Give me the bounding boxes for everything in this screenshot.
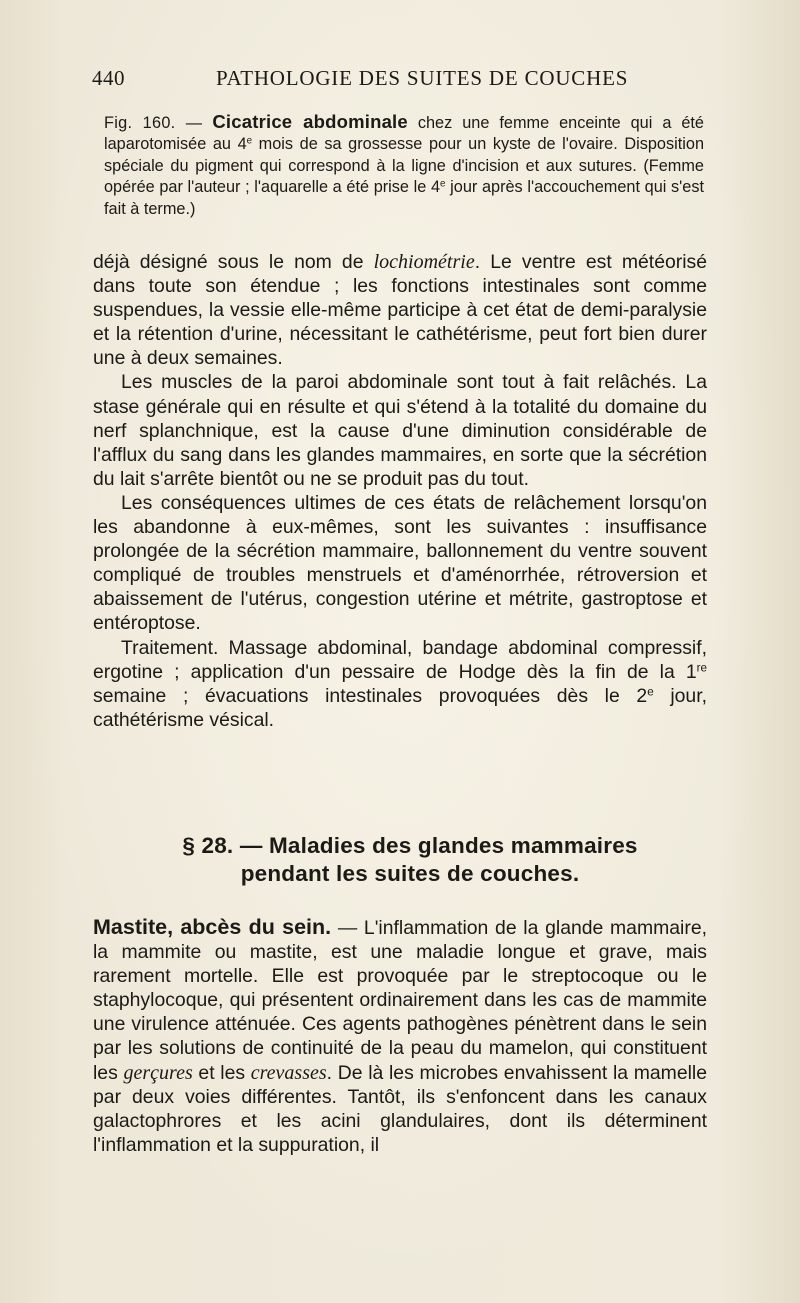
caption-text: jour après l'accouchement qui s'est fait à terme.) [104,178,704,218]
figure-label: Fig. 160. — [104,114,203,132]
text-run: et les [192,1061,251,1084]
paragraph: Les muscles de la paroi abdominale sont tout à fait relâchés. La stase générale qui en résulte et qui s'étend à la totalité du domaine du nerf splanchnique, est la cause d'une diminution considérable de l'afflux du sang dans les glandes mammaires, en sorte que la sécrétion du lait s'arrête bientôt ou ne se produit pas du tout. [93,371,707,490]
text-run: Traitement. Massage abdominal, bandage abdominal compressif, ergotine ; application d'un pessaire de Hodge dès la fin de la 1 [93,636,707,683]
caption-superscript: e [246,136,253,148]
paragraph [93,250,707,370]
body-text [93,250,707,732]
section-heading-line: § 28. — Maladies des glandes mammaires [182,833,638,858]
figure-caption [104,111,704,220]
superscript: re [696,661,707,675]
paragraph: Les conséquences ultimes de ces états de relâchement lorsqu'on les abandonne à eux-mêmes, sont les suivantes : insuffisance prolongée de la sécrétion mammaire, ballonnement du ventre souvent compliqué de troubles menstruels et d'aménorrhée, rétroversion et abaissement de l'utérus, congestion utérine et métrite, gastroptose et entéroptose. [93,491,707,635]
caption-text: chez une femme enceinte qui a été laparotomisée au 4 [104,114,704,154]
text-run: semaine ; évacuations intestinales provoquées dès le 2 [93,684,648,707]
caption-superscript: e [440,178,446,190]
text-run: — L'inflammation de la glande mammaire, la mammite ou mastite, est une maladie longue et grave, mais rarement mortelle. Elle est provoquée par le streptocoque ou le staphylocoque, qui présentent ordinairement dans les cas de mammite une virulence atténuée. Ces agents pathogènes pénètrent dans le sein par les solutions de continuité de la peau du mamelon, qui constituent les [93,917,707,1084]
caption-text: mois de sa grossesse pour un kyste de l'ovaire. Disposition spéciale du pigment qui correspond à la ligne d'incision et aux sutures. (Femme opérée par l'auteur ; l'aquarelle a été prise le 4 [104,135,704,197]
paragraph [93,636,707,732]
section-heading-line: pendant les suites de couches. [240,861,580,886]
page-number: 440 [92,66,125,90]
italic-term: gerçures [123,1061,193,1084]
figure-title: Cicatrice abdominale [212,111,408,132]
text-run: . Le ventre est météorisé dans toute son étendue ; les fonctions intestinales sont comme suspendues, la vessie elle-même participe à cet état de demi-paralysie et la rétention d'urine, nécessitant le cathétérisme, peut fort bien durer une à deux semaines. [93,251,708,370]
running-head: PATHOLOGIE DES SUITES DE COUCHES [216,66,629,90]
section-heading [150,832,670,888]
superscript: e [647,685,654,699]
text-run: déjà désigné sous le nom de [93,251,374,273]
italic-term: crevasses [250,1061,327,1084]
text-run: . De là les microbes envahissent la mamelle par deux voies différentes. Tantôt, ils s'enfoncent dans les canaux galactophrores et les acini glandulaires, dont ils déterminent l'inflammation et la suppuration, il [93,1061,708,1156]
italic-term: lochiométrie [373,251,475,273]
run-in-heading: Mastite, abcès du sein. [93,915,332,939]
paragraph [93,915,707,1157]
text-run: jour, cathétérisme vésical. [93,684,707,731]
body-text-section [93,915,707,1157]
page-header [92,66,707,96]
